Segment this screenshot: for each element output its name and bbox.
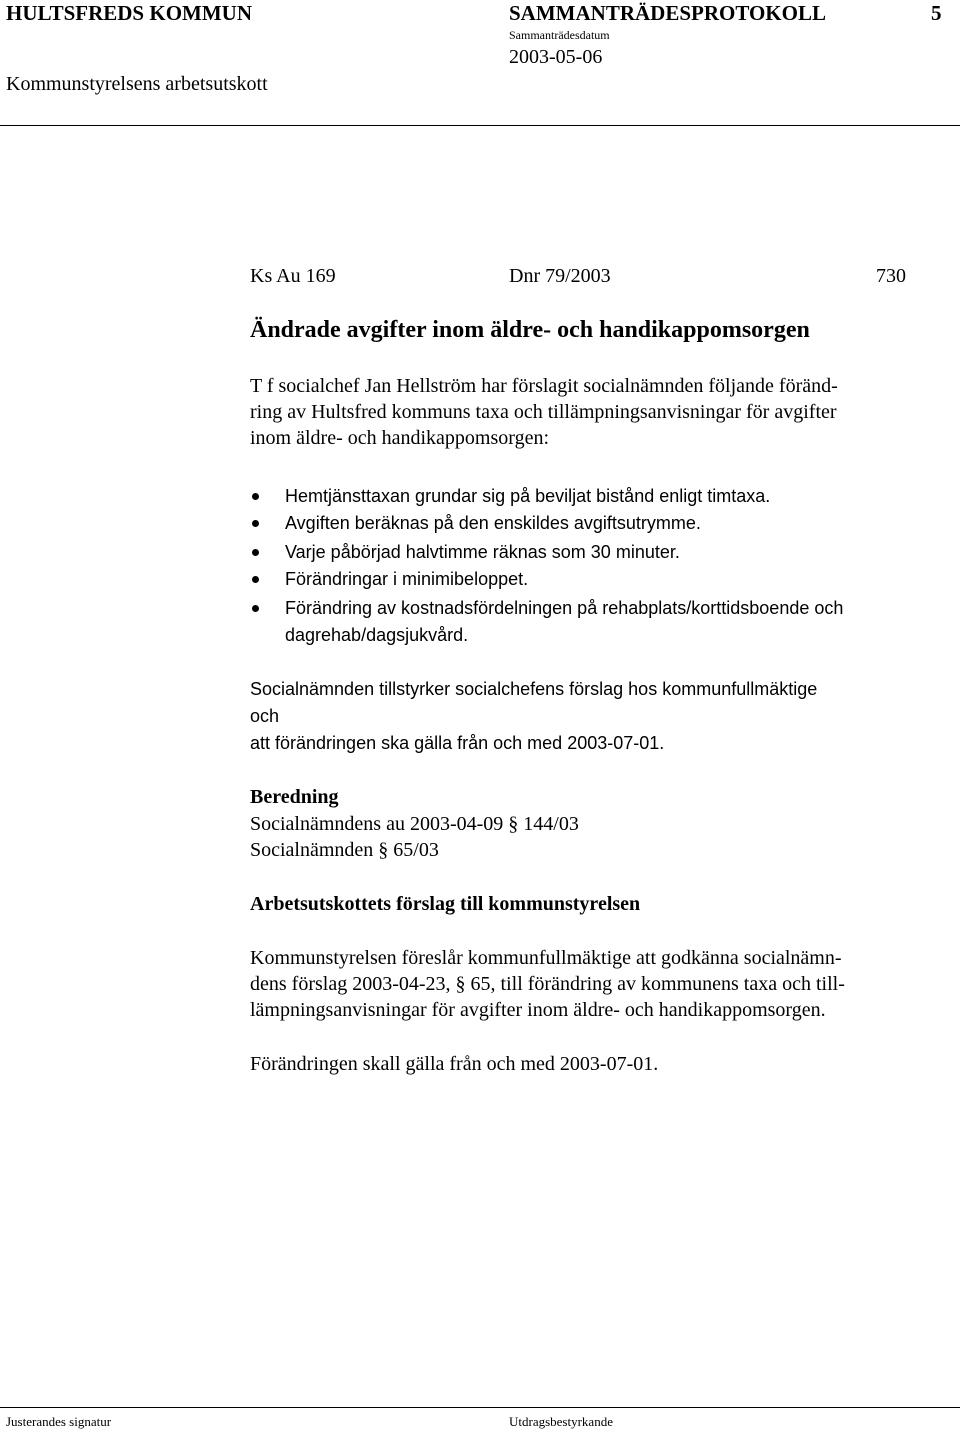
bullet-icon	[252, 520, 259, 527]
preparation-heading: Beredning	[250, 786, 339, 808]
case-title: Ändrade avgifter inom äldre- och handikappomsorgen	[250, 317, 810, 343]
recommendation-paragraph	[250, 676, 940, 757]
protocol-title: SAMMANTRÄDESPROTOKOLL	[509, 1, 826, 25]
paragraph-ref: Ks Au 169	[250, 265, 336, 287]
footer-rule	[0, 1407, 960, 1408]
list-item-text: Förändringar i minimibeloppet.	[285, 569, 529, 589]
list-item-text: dagrehab/dagsjukvård.	[285, 625, 469, 645]
recommendation-line: och	[250, 706, 280, 726]
meeting-date-label: Sammanträdesdatum	[509, 28, 610, 42]
proposal-line: dens förslag 2003-04-23, § 65, till förändring av kommunens taxa och till-	[250, 973, 845, 995]
list-item-text: Hemtjänsttaxan grundar sig på beviljat bistånd enligt timtaxa.	[285, 486, 771, 506]
certification-label: Utdragsbestyrkande	[509, 1414, 613, 1429]
recommendation-line: Socialnämnden tillstyrker socialchefens förslag hos kommunfullmäktige	[250, 679, 818, 699]
bullet-icon	[252, 576, 259, 583]
meeting-date: 2003-05-06	[509, 46, 603, 68]
preparation-list	[250, 811, 940, 863]
dnr: Dnr 79/2003	[509, 265, 611, 287]
bullet-icon	[252, 605, 259, 612]
list-item-text: Avgiften beräknas på den enskildes avgiftsutrymme.	[285, 513, 701, 533]
header-rule	[0, 125, 960, 126]
intro-line: inom äldre- och handikappomsorgen:	[250, 427, 550, 449]
preparation-line: Socialnämndens au 2003-04-09 § 144/03	[250, 813, 579, 835]
preparation-line: Socialnämnden § 65/03	[250, 839, 439, 861]
intro-line: ring av Hultsfred kommuns taxa och tillämpningsanvisningar för avgifter	[250, 401, 837, 423]
intro-paragraph	[250, 373, 940, 451]
proposal-paragraph	[250, 945, 940, 1023]
page-number: 5	[931, 1, 942, 25]
bullet-icon	[252, 493, 259, 500]
proposal-line: Kommunstyrelsen föreslår kommunfullmäktige att godkänna socialnämn-	[250, 947, 842, 969]
list-item-text: Förändring av kostnadsfördelningen på rehabplats/korttidsboende och	[285, 598, 844, 618]
case-code: 730	[876, 265, 906, 287]
proposal-line: lämpningsanvisningar för avgifter inom äldre- och handikappomsorgen.	[250, 999, 826, 1021]
recommendation-line: att förändringen ska gälla från och med 2003-07-01.	[250, 733, 665, 753]
committee-name: Kommunstyrelsens arbetsutskott	[6, 73, 268, 95]
municipality-name: HULTSFREDS KOMMUN	[6, 1, 253, 25]
list-item-text: Varje påbörjad halvtimme räknas som 30 minuter.	[285, 542, 680, 562]
signature-label: Justerandes signatur	[6, 1414, 112, 1429]
proposal-heading: Arbetsutskottets förslag till kommunstyrelsen	[250, 893, 641, 915]
proposal-closing: Förändringen skall gälla från och med 2003-07-01.	[250, 1053, 659, 1075]
intro-line: T f socialchef Jan Hellström har förslagit socialnämnden följande föränd-	[250, 375, 838, 397]
bullet-icon	[252, 549, 259, 556]
